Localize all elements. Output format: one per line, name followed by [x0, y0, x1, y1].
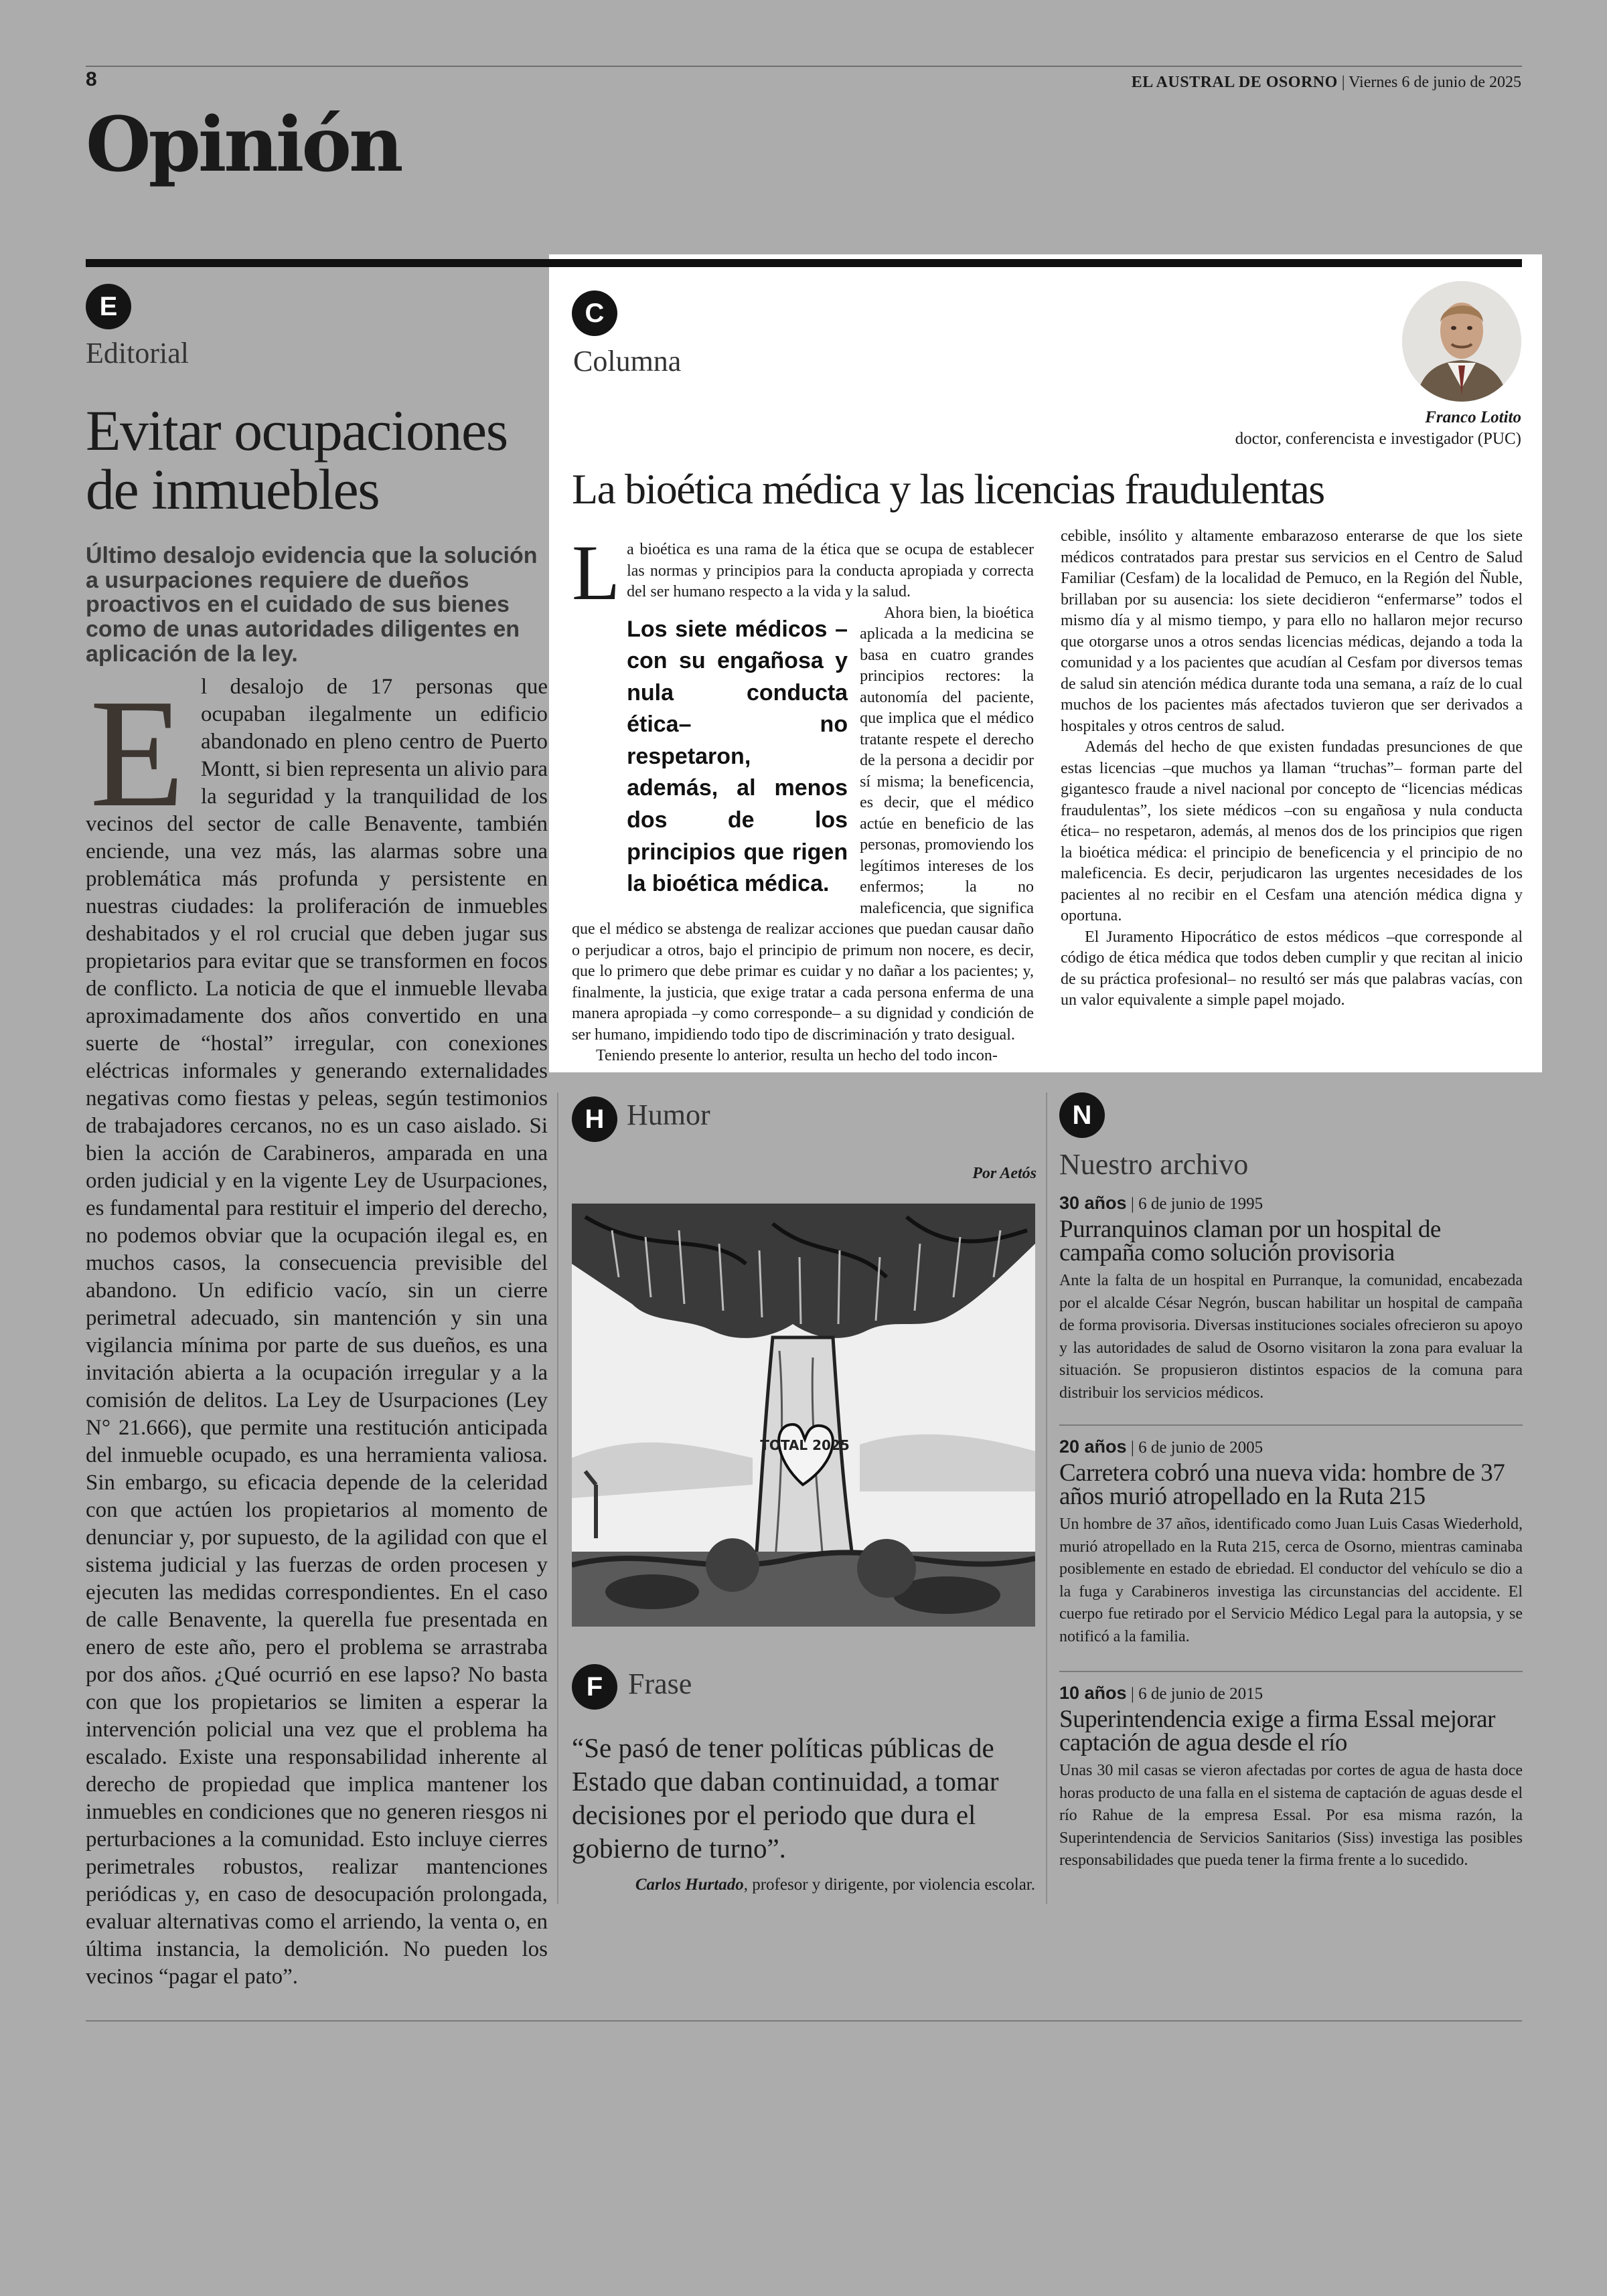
archive-headline: Carretera cobró una nueva vida: hombre de 37 años murió atropellado en la Ruta 215: [1059, 1459, 1505, 1510]
cartoon-byline: Por Aetós: [972, 1165, 1037, 1182]
archive-divider: [1059, 1424, 1523, 1426]
column-rule: [549, 259, 1522, 267]
column-divider: [557, 1092, 558, 1904]
column-paragraph: El Juramento Hipocrático de estos médicos –que corresponde al código de ética médica que todos deben cumplir y que recitan al inicio de su práctica profesional– no resultó ser más que palabras vacías, con un valor equivalente a simple papel mojado.: [1061, 928, 1523, 1009]
archive-headline: Superintendencia exige a firma Essal mejorar captación de agua desde el río: [1059, 1706, 1495, 1756]
archive-meta: 10 años | 6 de junio de 2015: [1059, 1683, 1264, 1703]
tree-cartoon-icon: [572, 1204, 1035, 1627]
archive-body: Ante la falta de un hospital en Purranque, la comunidad, encabezada por el alcalde César Negrón, buscan habilitar un hospital de campaña de forma provisoria. Diversas instituciones sociales ofrecieron su apoyo y las autoridades de salud de Osorno visitaron la zona para evaluar la situación. Se propusieron distintos espacios de la comuna para distribuir los servicios médicos.: [1059, 1272, 1523, 1402]
editorial-body: [86, 667, 548, 1989]
column-text-col1: [572, 529, 1034, 1067]
archive-item: [1059, 1683, 1523, 1872]
column-paragraph: Además del hecho de que existen fundadas presunciones de que estas licencias –que muchos ya llaman “truchas”– forman parte del gigantesco fraude a nivel nacional por concepto de “licencias médicas fraudulentas”, los siete médicos –con su engañosa y nula conducta ética– no respetaron, además, al menos dos de los principios que rigen la bioética médica: el principio de beneficencia y el principio de no maleficencia. Es decir, perjudicaron las urgentes necesidades de los pacientes al no recibir en el Cesfam una atención médica digna y oportuna.: [1061, 738, 1523, 924]
pull-quote: Los siete médicos –con su engañosa y nula conducta ética– no respetaron, además, al menos dos de los principios que rigen la bioética médica.: [627, 616, 848, 897]
quote-author: Carlos Hurtado: [635, 1876, 744, 1894]
humor-label: Humor: [627, 1098, 710, 1131]
frase-badge: F: [572, 1664, 617, 1710]
author-portrait-icon: [1402, 281, 1521, 402]
top-rule: [86, 66, 1522, 67]
tree-carving-text: TOTAL 2025: [760, 1437, 850, 1453]
column-divider: [1046, 1092, 1047, 1904]
archive-meta: 20 años | 6 de junio de 2005: [1059, 1437, 1264, 1457]
publication-name: EL AUSTRAL DE OSORNO: [1131, 74, 1338, 91]
editorial-label: Editorial: [86, 337, 189, 370]
section-title: Opinión: [86, 101, 401, 189]
column-headline: La bioética médica y las licencias fraudulentas: [572, 465, 1324, 513]
humor-badge: H: [572, 1096, 617, 1142]
column-paragraph: Teniendo presente lo anterior, resulta un hecho del todo incon-: [596, 1047, 998, 1064]
column-paragraph: cebible, insólito y altamente embarazoso enterarse de que los siete médicos contratados para prestar sus servicios en el Centro de Salud Familiar (Cesfam) de la localidad de Pemuco, en la Región del Ñuble, brillaban por su ausencia: los siete decidieron “enfermarse” todos el mismo día y al mismo tiempo, y para ello no hallaron mejor recurso que otorgarse unos a otros sendas licencias médicas, dejando a toda la comunidad y a los pacientes que acudían al Cesfam por diversos temas de salud sin atención médica durante toda una semana, a raíz de lo cual muchos de los pacientes más afectados tuvieron que ser derivados a hospitales y otros centros de salud.: [1061, 527, 1523, 735]
editorial-badge: E: [86, 284, 131, 329]
editorial-dropcap: E: [90, 667, 185, 839]
quote-author-role: , profesor y dirigente, por violencia escolar.: [743, 1876, 1035, 1894]
column-badge: C: [572, 291, 617, 336]
column-dropcap: L: [572, 529, 621, 617]
archive-divider: [1059, 1671, 1523, 1672]
editorial-text: l desalojo de 17 personas que ocupaban ilegalmente un edificio abandonado en pleno centro de Puerto Montt, si bien representa un alivio para la seguridad y la tranquilidad de los vecinos del sector de calle Benavente, también enciende, una vez más, las alarmas sobre una problemática más profunda y persistente en nuestras ciudades: la proliferación de inmuebles deshabitados y el rol crucial que deben jugar sus propietarios para evitar que se transformen en focos de conflicto. La noticia de que el inmueble llevaba aproximadamente dos años convertido en una suerte de “hostal” irregular, con conexiones eléctricas informales y generando externalidades negativas como fiestas y peleas, según testimonios de trabajadores cercanos, no es un caso aislado. Si bien la acción de Carabineros, amparada en una orden judicial y en la vigente Ley de Usurpaciones, es fundamental para restituir el imperio del derecho, no podemos obviar que la ocupación ilegal es, en muchos casos, la consecuencia previsible del abandono. Un edificio vacío, sin un cierre perimetral adecuado, sin mantención y sin una vigilancia mínima por parte de sus dueños, es una invitación abierta a la ocupación irregular y a la comisión de delitos. La Ley de Usurpaciones (Ley N° 21.666), que permite una restitución anticipada del inmueble ocupado, es una herramienta valiosa. Sin embargo, su eficacia depende de la celeridad con que actúen los propietarios al momento de denunciar y, por supuesto, de la agilidad con que el sistema judicial y las fuerzas de orden procesen y ejecuten las medidas correspondientes. En el caso de calle Benavente, la querella fue presentada en enero de este año, pero el problema se arrastraba por dos años. ¿Qué ocurrió en ese lapso? No basta con que los propietarios se limiten a esperar la intervención policial una vez que el problema ha escalado. Existe una responsabilidad inherente al derecho de propiedad que implica mantener los inmuebles en condiciones que no generen riesgos ni perturbaciones a la comunidad. Esto incluye cierres perimetrales robustos, realizar mantenciones periódicas y, en caso de desocupación prolongada, evaluar alternativas como el arriendo, la venta o, en última instancia, la demolición. No pueden los vecinos “pagar el pato”.: [86, 675, 548, 1989]
page-number: 8: [86, 68, 97, 90]
archive-item: [1059, 1193, 1523, 1404]
masthead: [1132, 74, 1521, 92]
author-name: Franco Lotito: [1425, 408, 1521, 426]
archive-meta: 30 años | 6 de junio de 1995: [1059, 1193, 1264, 1213]
quote-credit: [572, 1876, 1035, 1894]
author-role: doctor, conferencista e investigador (PUC): [1235, 430, 1521, 448]
author-photo: [1402, 281, 1521, 402]
column-label: Columna: [573, 345, 682, 378]
quote-text: “Se pasó de tener políticas públicas de Estado que daban continuidad, a tomar decisiones por el periodo que dura el gobierno de turno”.: [572, 1732, 999, 1864]
archivo-badge: N: [1059, 1092, 1105, 1138]
archivo-label: Nuestro archivo: [1059, 1148, 1249, 1181]
editorial-deck: Último desalojo evidencia que la solución a usurpaciones requiere de dueños proactivos en el cuidado de sus bienes como de unas autoridades diligentes en aplicación de la ley.: [86, 543, 538, 667]
column-text-col2: [1061, 526, 1523, 1011]
archive-body: Unas 30 mil casas se vieron afectadas por cortes de agua de hasta doce horas producto de una falla en el sistema de captación de aguas desde el río Rahue de la empresa Essal. Por esa misma razón, la Superintendencia de Servicios Sanitarios (Siss) investiga las posibles responsabilidades que pueda tener la firma frente a lo sucedido.: [1059, 1762, 1523, 1869]
bottom-rule: [86, 2020, 1522, 2022]
frase-label: Frase: [628, 1667, 692, 1700]
column-paragraph: La bioética es una rama de la ética que se ocupa de establecer las normas y principios para la conducta apropiada y correcta del ser humano respecto a la vida y la salud.: [572, 529, 1034, 617]
archive-item: [1059, 1437, 1523, 1648]
cartoon-illustration: [572, 1204, 1035, 1627]
column-paragraph: Los siete médicos –con su engañosa y nula conducta ética– no respetaron, además, al menos dos de los principios que rigen la bioética médica. Ahora bien, la bioética aplicada a la medicina se basa en cuatro grandes principios rectores: la autonomía del paciente, que implica que el médico tratante respete el derecho de la persona a decidir por sí misma; la beneficencia, es decir, que el médico actúe en beneficio de las personas, promoviendo los legítimos intereses de los enfermos; la no maleficencia, que significa que el médico se abstenga de realizar acciones que puedan causar daño o perjudicar a otros, bajo el principio de primum non nocere, es decir, que lo primero que debe primar es cuidar y no dañar a los pacientes; y, finalmente, la justicia, que exige tratar a cada persona enferma de una manera apropiada –y como corresponde– a su dignidad y condición de ser humano, impidiendo todo tipo de discriminación y trato desigual.: [572, 604, 1034, 1044]
archive-body: Un hombre de 37 años, identificado como Juan Luis Casas Wiederhold, murió atropellado en la Ruta 215, cerca de Osorno, mientras caminaba posiblemente en estado de ebriedad. El conductor del vehículo se dio a la fuga y Carabineros investiga las circunstancias del accidente. El cuerpo fue retirado por el Servicio Médico Legal para la autopsia, y se notificó a la familia.: [1059, 1515, 1523, 1645]
archive-headline: Purranquinos claman por un hospital de campaña como solución provisoria: [1059, 1216, 1441, 1266]
editorial-headline: Evitar ocupaciones de inmuebles: [86, 398, 508, 521]
issue-date: | Viernes 6 de junio de 2025: [1341, 74, 1521, 91]
